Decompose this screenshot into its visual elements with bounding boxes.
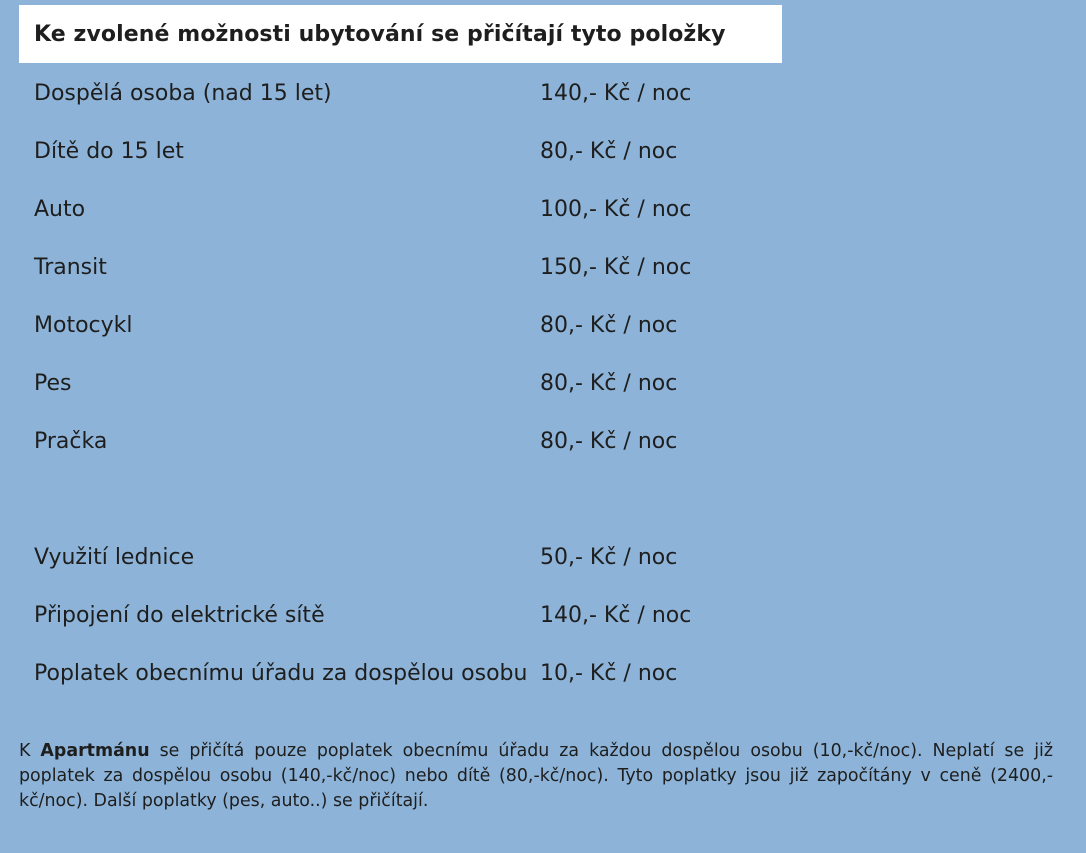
price-row-washing-machine <box>34 412 754 470</box>
price-row-value: 80,- Kč / noc <box>540 428 678 454</box>
price-row-value: 150,- Kč / noc <box>540 254 692 280</box>
price-row-label: Pes <box>34 370 72 396</box>
note-text: se přičítá pouze poplatek obecnímu úřadu za každou dospělou osobu (10,-kč/noc). Neplatí se již poplatek za dospělou osobu (140,-kč/noc) nebo dítě (80,-kč/noc). Tyto poplatky jsou již započítány v ceně (2400,-kč/noc). Další poplatky (pes, auto..) se přičítají. <box>19 741 1053 812</box>
price-row-value: 80,- Kč / noc <box>540 138 678 164</box>
price-row-fridge <box>34 528 754 586</box>
price-row-label: Motocykl <box>34 312 133 338</box>
price-row-dog <box>34 354 754 412</box>
price-row-label: Dospělá osoba (nad 15 let) <box>34 80 332 106</box>
price-row-value: 10,- Kč / noc <box>540 660 678 686</box>
price-row-label: Auto <box>34 196 86 222</box>
price-row-value: 140,- Kč / noc <box>540 602 692 628</box>
section-title: Ke zvolené možnosti ubytování se přičítají tyto položky <box>34 21 726 47</box>
price-row-value: 140,- Kč / noc <box>540 80 692 106</box>
price-row-electricity <box>34 586 754 644</box>
price-row-label: Pračka <box>34 428 108 454</box>
price-row-motorcycle <box>34 296 754 354</box>
price-row-value: 50,- Kč / noc <box>540 544 678 570</box>
row-spacer <box>34 470 754 528</box>
price-row-value: 100,- Kč / noc <box>540 196 692 222</box>
price-row-label: Využití lednice <box>34 544 195 570</box>
note-highlight: Apartmánu <box>40 741 150 762</box>
price-list <box>34 64 754 702</box>
price-row-label: Poplatek obecnímu úřadu za dospělou osobu <box>34 660 528 686</box>
price-row-label: Transit <box>34 254 107 280</box>
price-row-label: Připojení do elektrické sítě <box>34 602 325 628</box>
apartment-note <box>19 739 1053 814</box>
price-row-car <box>34 180 754 238</box>
price-row-municipal-fee <box>34 644 754 702</box>
price-row-adult <box>34 64 754 122</box>
section-header <box>19 5 782 63</box>
price-row-child <box>34 122 754 180</box>
price-row-label: Dítě do 15 let <box>34 138 184 164</box>
price-row-transit <box>34 238 754 296</box>
note-prefix: K <box>19 741 41 762</box>
price-row-value: 80,- Kč / noc <box>540 370 678 396</box>
price-row-value: 80,- Kč / noc <box>540 312 678 338</box>
